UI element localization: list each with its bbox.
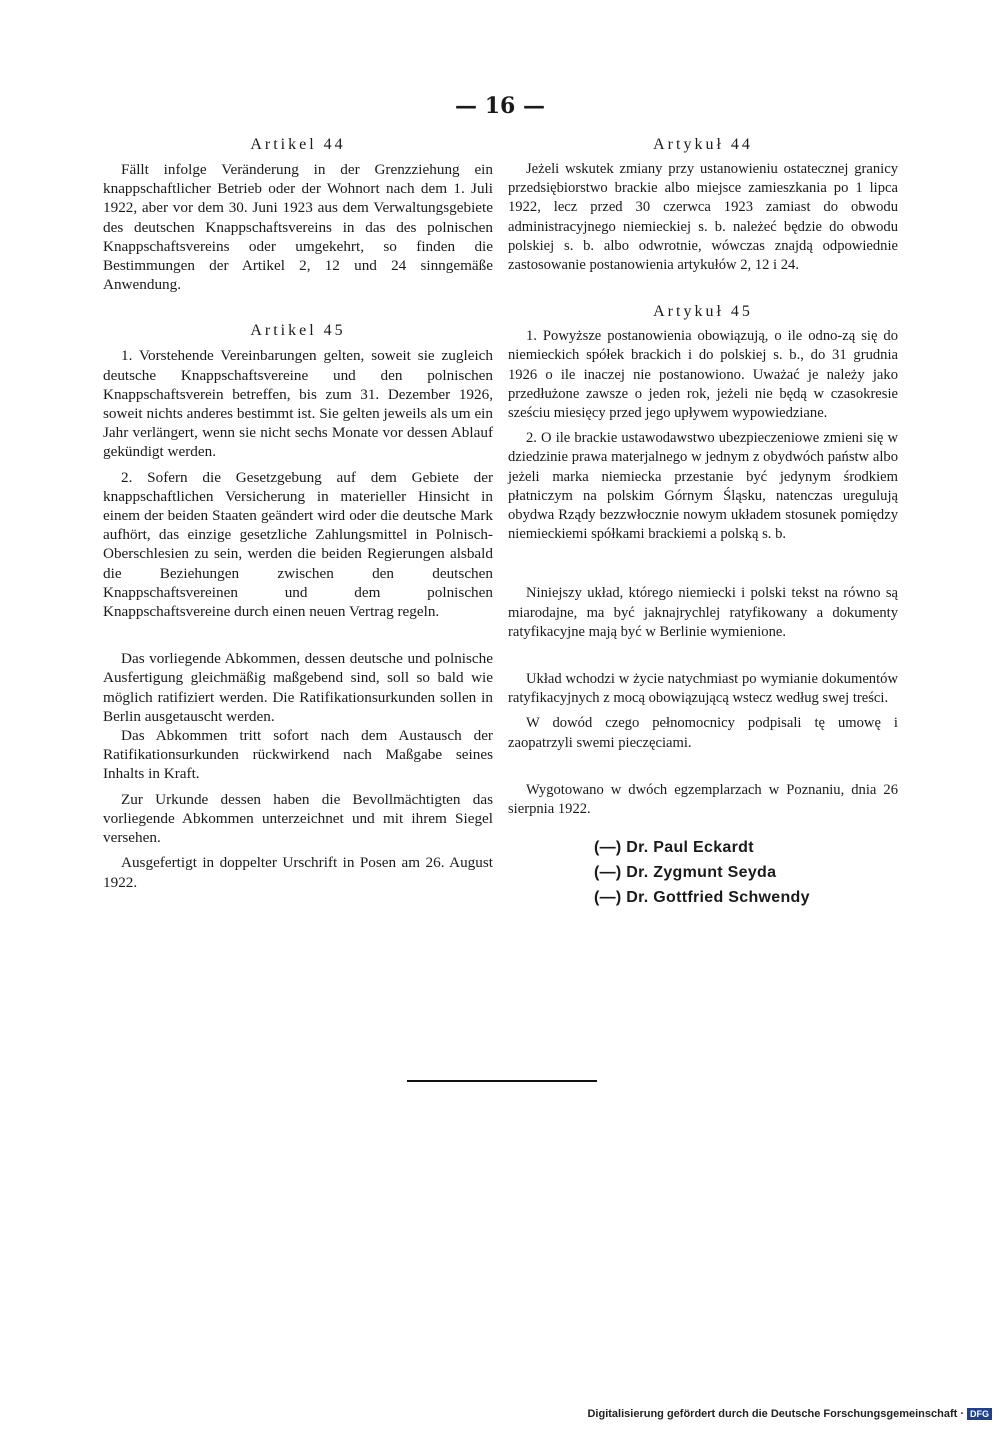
german-article-44-text: Fällt infolge Veränderung in der Grenzziehung ein knappschaftlicher Betrieb oder der Wohnort nach dem 1. Juli 1922, aber vor dem 30. Juni 1923 aus dem Verwaltungsgebiete des deutschen Knappschaftsvereins in das des polnischen Knappschaftsvereins oder umgekehrt, so finden die Bestimmungen der Artikel 2, 12 und 24 sinngemäße Anwendung. <box>103 161 493 294</box>
polish-closing-para-1: Niniejszy układ, którego niemiecki i polski tekst na równo są miarodajne, ma być jaknajrychlej ratyfikowany a dokumenty ratyfikacyjne mają być w Berlinie wymienione. <box>508 585 898 640</box>
german-article-44-heading: Artikel 44 <box>250 136 346 153</box>
end-rule <box>407 1080 597 1082</box>
german-article-45-heading: Artikel 45 <box>250 322 346 340</box>
german-article-45-para-1: 1. Vorstehende Vereinbarungen gelten, soweit sie zugleich deutsche Knappschaftsvereine und den polnischen Knappschaftsverein betreffen, bis zum 31. Dezember 1926, soweit nichts anderes bestimmt ist. Sie gelten jeweils als um ein Jahr verlängert, wenn sie nicht sechs Monate vor dessen Ablauf gekündigt werden. <box>103 347 493 461</box>
polish-article-44-text: Jeżeli wskutek zmiany przy ustanowieniu ostatecznej granicy przedsiębiorstwo brackie albo miejsce zamieszkania po 1 lipca 1922, lecz przed 30 czerwca 1923 zamiast do obwodu administracyjnego niemieckiej s. b. należeć będzie do obwodu polskiej s. b. albo odwrotnie, wówczas znajdą odpowiednie zastosowanie postanowienia artykułów 2, 12 i 24. <box>508 161 898 274</box>
polish-article-45-para-1: 1. Powyższe postanowienia obowiązują, o ile odno-zą się do niemieckich spółek brackich i do polskiej s. b., do 31 grudnia 1926 o ile inaczej nie postanowiono. Uważać je należy jako przedłużone zawsze o jeden rok, jeżeli nie będą w czasokresie sześciu miesięcy przed jego upływem wypowiedziane. <box>508 328 898 422</box>
signature-seyda: (—) Dr. Zygmunt Seyda <box>594 864 777 882</box>
german-closing-para-1: Das vorliegende Abkommen, dessen deutsche und polnische Ausfertigung gleichmäßig maßgebend sind, soll so bald wie möglich ratifiziert werden. Die Ratifikationsurkunden sollen in Berlin ausgetauscht werden. <box>103 650 493 725</box>
german-closing-para-4: Ausgefertigt in doppelter Urschrift in Posen am 26. August 1922. <box>103 854 493 891</box>
german-closing-para-2: Das Abkommen tritt sofort nach dem Austausch der Ratifikationsurkunden rückwirkend nach Maßgabe seines Inhalts in Kraft. <box>103 727 493 783</box>
signature-schwendy: (—) Dr. Gottfried Schwendy <box>594 889 810 907</box>
dfg-logo-icon: DFG <box>967 1408 992 1420</box>
polish-closing-para-2: Układ wchodzi w życie natychmiast po wymianie dokumentów ratyfikacyjnych z mocą obowiązującą wstecz według swej treści. <box>508 671 898 707</box>
footer-credit: Digitalisierung gefördert durch die Deutsche Forschungsgemeinschaft · <box>587 1408 964 1420</box>
polish-article-45-para-2: 2. O ile brackie ustawodawstwo ubezpieczeniowe zmieni się w dziedzinie prawa materjalnego w jednym z obydwóch państw albo jeżeli marka niemiecka przestanie być jedynym środkiem płatniczym na polskim Górnym Śląsku, natenczas uregulują obydwa Rządy bezzwłocznie nowym układem stosunek pomiędzy niemieckiemi spółkami brackiemi a polską s. b. <box>508 430 898 543</box>
signature-eckardt: (—) Dr. Paul Eckardt <box>594 839 754 857</box>
signature-block <box>508 835 898 910</box>
polish-article-45-heading: Artykuł 45 <box>653 303 753 321</box>
polish-closing-para-4: Wygotowano w dwóch egzemplarzach w Poznaniu, dnia 26 sierpnia 1922. <box>508 781 898 818</box>
german-closing-para-3: Zur Urkunde dessen haben die Bevollmächtigten das vorliegende Abkommen unterzeichnet und mit ihrem Siegel versehen. <box>103 790 493 847</box>
polish-closing-para-3: W dowód czego pełnomocnicy podpisali tę umowę i zaopatrzyli swemi pieczęciami. <box>508 715 898 751</box>
german-column <box>103 136 493 892</box>
polish-column <box>508 136 898 910</box>
polish-article-44-heading: Artykuł 44 <box>653 136 753 153</box>
german-article-45-para-2: 2. Sofern die Gesetzgebung auf dem Gebiete der knappschaftlichen Versicherung in materieller Hinsicht in einem der beiden Staaten geändert wird oder die deutsche Mark aufhört, das einzige gesetzliche Zahlungsmittel in Polnisch-Oberschlesien zu sein, werden die beiden Regierungen alsbald die Beziehungen zwischen den deutschen Knappschaftsvereinen und dem polnischen Knappschaftsvereine durch einen neuen Vertrag regeln. <box>103 468 493 621</box>
page-number: — 16 — <box>455 93 545 119</box>
digitization-footer <box>587 1408 992 1420</box>
